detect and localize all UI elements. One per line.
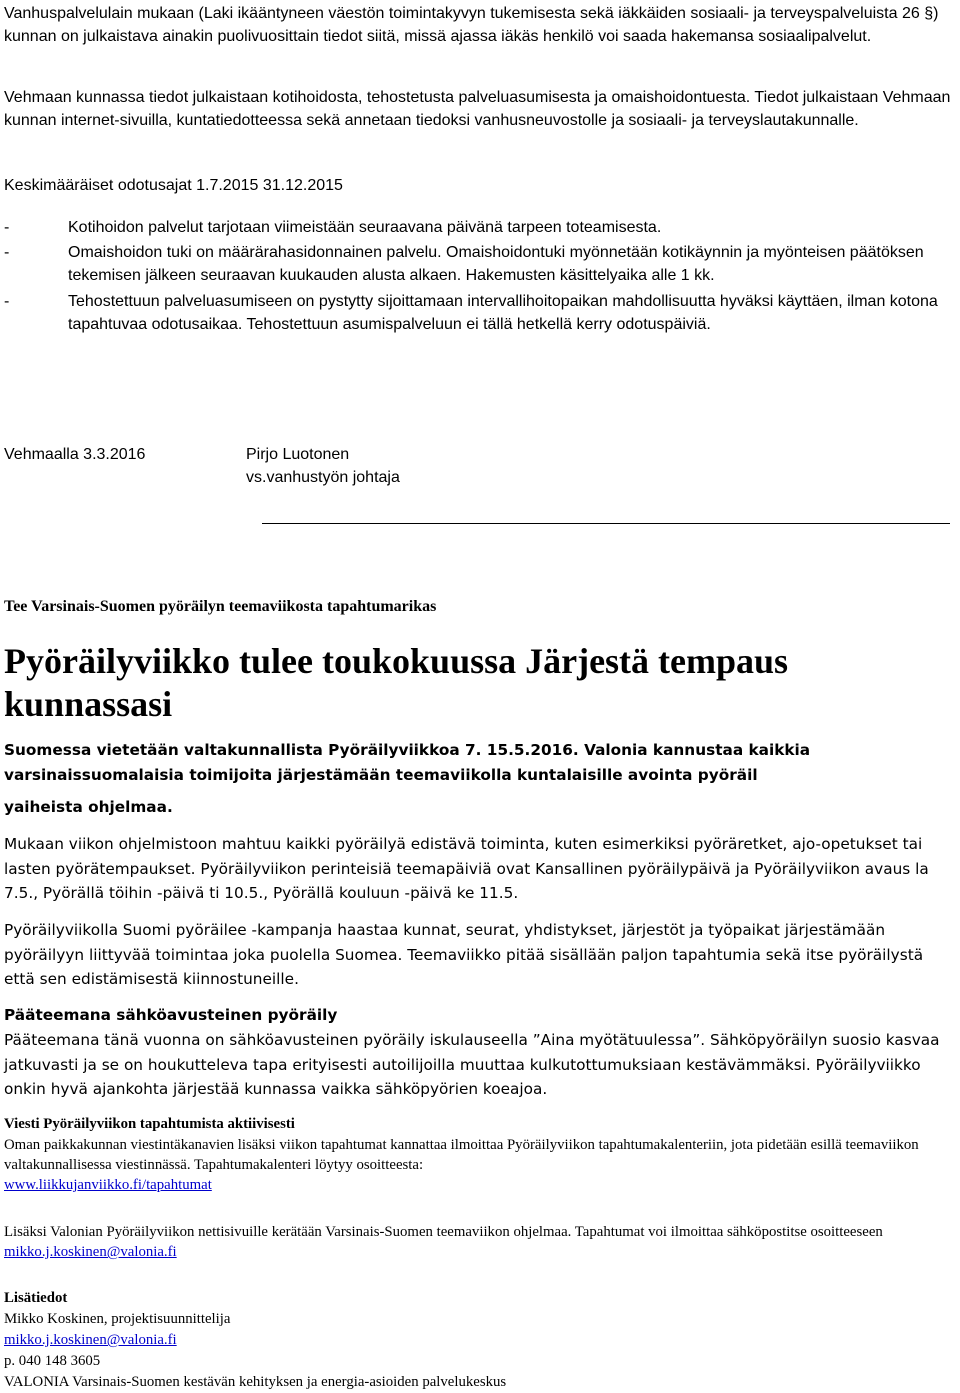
email-link[interactable]: mikko.j.koskinen@valonia.fi [4, 1244, 177, 1260]
contact-phone: p. 040 148 3605 [4, 1353, 101, 1369]
press-title: Pyöräilyviikko tulee toukokuussa Järjestä tempaus kunnassasi [4, 641, 789, 724]
waiting-times-heading: Keskimääräiset odotusajat 1.7.2015 31.12.2015 [4, 177, 343, 194]
list-item-text: Tehostettuun palveluasumiseen on pystytty sijoittamaan intervallihoitopaikan mahdollisuutta hyväksi käyttäen, ilman kotona tapahtuvaa odotusaikaa. Tehostettuun asumispalveluun ei tällä hetkellä kerry odotuspäiviä. [68, 293, 938, 333]
contact-email-link[interactable]: mikko.j.koskinen@valonia.fi [4, 1332, 177, 1348]
list-item [4, 290, 954, 336]
section-divider [262, 523, 950, 524]
campaign-paragraph: Pyöräilyviikolla Suomi pyöräilee -kampanja haastaa kunnat, seurat, yhdistykset, järjestöt ja työpaikat järjestämään pyöräilyyn liittyvää toimintaa joka puolella Suomea. Teemaviikko pitää sisällään paljon tapahtumia sekä itse pyöräilystä että sen edistämisestä kiinnostuneille. [4, 921, 924, 988]
calendar-link[interactable]: www.liikkujanviikko.fi/tapahtumat [4, 1177, 212, 1193]
lead-line: varsinaissuomalaisia toimijoita järjestämään teemaviikolla kuntalaisille avointa pyöräil [4, 765, 758, 784]
collect-text: Lisäksi Valonian Pyöräilyviikon nettisivuille kerätään Varsinais-Suomen teemaviikon ohjelmaa. Tapahtumat voi ilmoittaa sähköpostitse osoitteeseen [4, 1224, 883, 1240]
list-item-text: Kotihoidon palvelut tarjotaan viimeistään seuraavana päivänä tarpeen toteamisesta. [68, 219, 662, 236]
contact-name: Mikko Koskinen, projektisuunnittelija [4, 1311, 231, 1327]
comm-paragraph [4, 1135, 954, 1195]
bullet-dash: - [4, 219, 10, 236]
list-item [4, 216, 954, 239]
list-item-text: Omaishoidon tuki on määrärahasidonnainen palvelu. Omaishoidontuki myönnetään kotikäynnin ja myönteisen päätöksen tekemisen jälkeen seuraavan kuukauden alusta alkaen. Hakemusten käsittelyaika alle 1 kk. [68, 244, 924, 284]
lead-line: Suomessa vietetään valtakunnallista Pyöräilyviikkoa 7. 15.5.2016. Valonia kannustaa kaikkia [4, 741, 811, 759]
publishing-paragraph: Vehmaan kunnassa tiedot julkaistaan kotihoidosta, tehostetusta palveluasumisesta ja omaishoidontuesta. Tiedot julkaistaan Vehmaan kunnan internet-sivuilla, kuntatiedotteessa sekä annetaan tiedoksi vanhusneuvostolle ja sosiaali- ja terveyslautakunnalle. [4, 89, 951, 129]
bullet-dash: - [4, 244, 10, 261]
bullet-dash: - [4, 293, 10, 310]
theme-heading: Pääteemana sähköavusteinen pyöräily [4, 1006, 338, 1024]
intro-paragraph: Vanhuspalvelulain mukaan (Laki ikääntyneen väestön toimintakyvyn tukemisesta sekä iäkkäiden sosiaali- ja terveyspalveluista 26 §) kunnan on julkaistava ainakin puolivuosittain tiedot siitä, missä ajassa iäkäs henkilö voi saada hakemansa sosiaalipalvelut. [4, 5, 939, 45]
list-item [4, 241, 954, 287]
contact-block [4, 1288, 506, 1393]
waiting-times-list [4, 216, 954, 336]
program-paragraph: Mukaan viikon ohjelmistoon mahtuu kaikki pyöräilyä edistävä toiminta, kuten esimerkiksi pyöräretket, ajo-opetukset tai lasten pyörätempaukset. Pyöräilyviikon perinteisiä teemapäiviä ovat Kansallinen pyöräilypäivä ja Pyöräilyviikon avaus la 7.5., Pyörällä töihin -päivä ti 10.5., Pyörällä kouluun -päivä ke 11.5. [4, 835, 929, 902]
info-heading: Lisätiedot [4, 1290, 68, 1306]
theme-paragraph: Pääteemana tänä vuonna on sähköavusteinen pyöräily iskulauseella ”Aina myötätuulessa”. Sähköpyöräilyn suosio kasvaa jatkuvasti ja se on houkutteleva tapa erityisesti autoilijoilla muuttaa kulkutottumuksiaan kestävämmäksi. Pyöräilyviikko onkin hyvä ajankohta järjestää kunnassa vaikka sähköpyörien koeajoa. [4, 1031, 940, 1098]
signature-name: Pirjo Luotonen [246, 446, 350, 463]
comm-heading: Viesti Pyöräilyviikon tapahtumista aktiivisesti [4, 1116, 295, 1132]
lead-line: yaiheista ohjelmaa. [4, 798, 173, 816]
press-kicker: Tee Varsinais-Suomen pyöräilyn teemaviikosta tapahtumarikas [4, 598, 437, 615]
comm-text: Oman paikkakunnan viestintäkanavien lisäksi viikon tapahtumat kannattaa ilmoittaa Pyöräilyviikon tapahtumakalenteriin, jota pidetään esillä teemaviikon valtakunnallisessa viestinnässä. Tapahtumakalenteri löytyy osoitteesta: [4, 1137, 919, 1173]
organization-line: VALONIA Varsinais-Suomen kestävän kehityksen ja energia-asioiden palvelukeskus [4, 1374, 507, 1390]
lead-paragraph [4, 738, 810, 820]
collect-paragraph [4, 1222, 954, 1262]
signature-place-date: Vehmaalla 3.3.2016 [4, 446, 146, 463]
signature-title: vs.vanhustyön johtaja [246, 469, 400, 486]
